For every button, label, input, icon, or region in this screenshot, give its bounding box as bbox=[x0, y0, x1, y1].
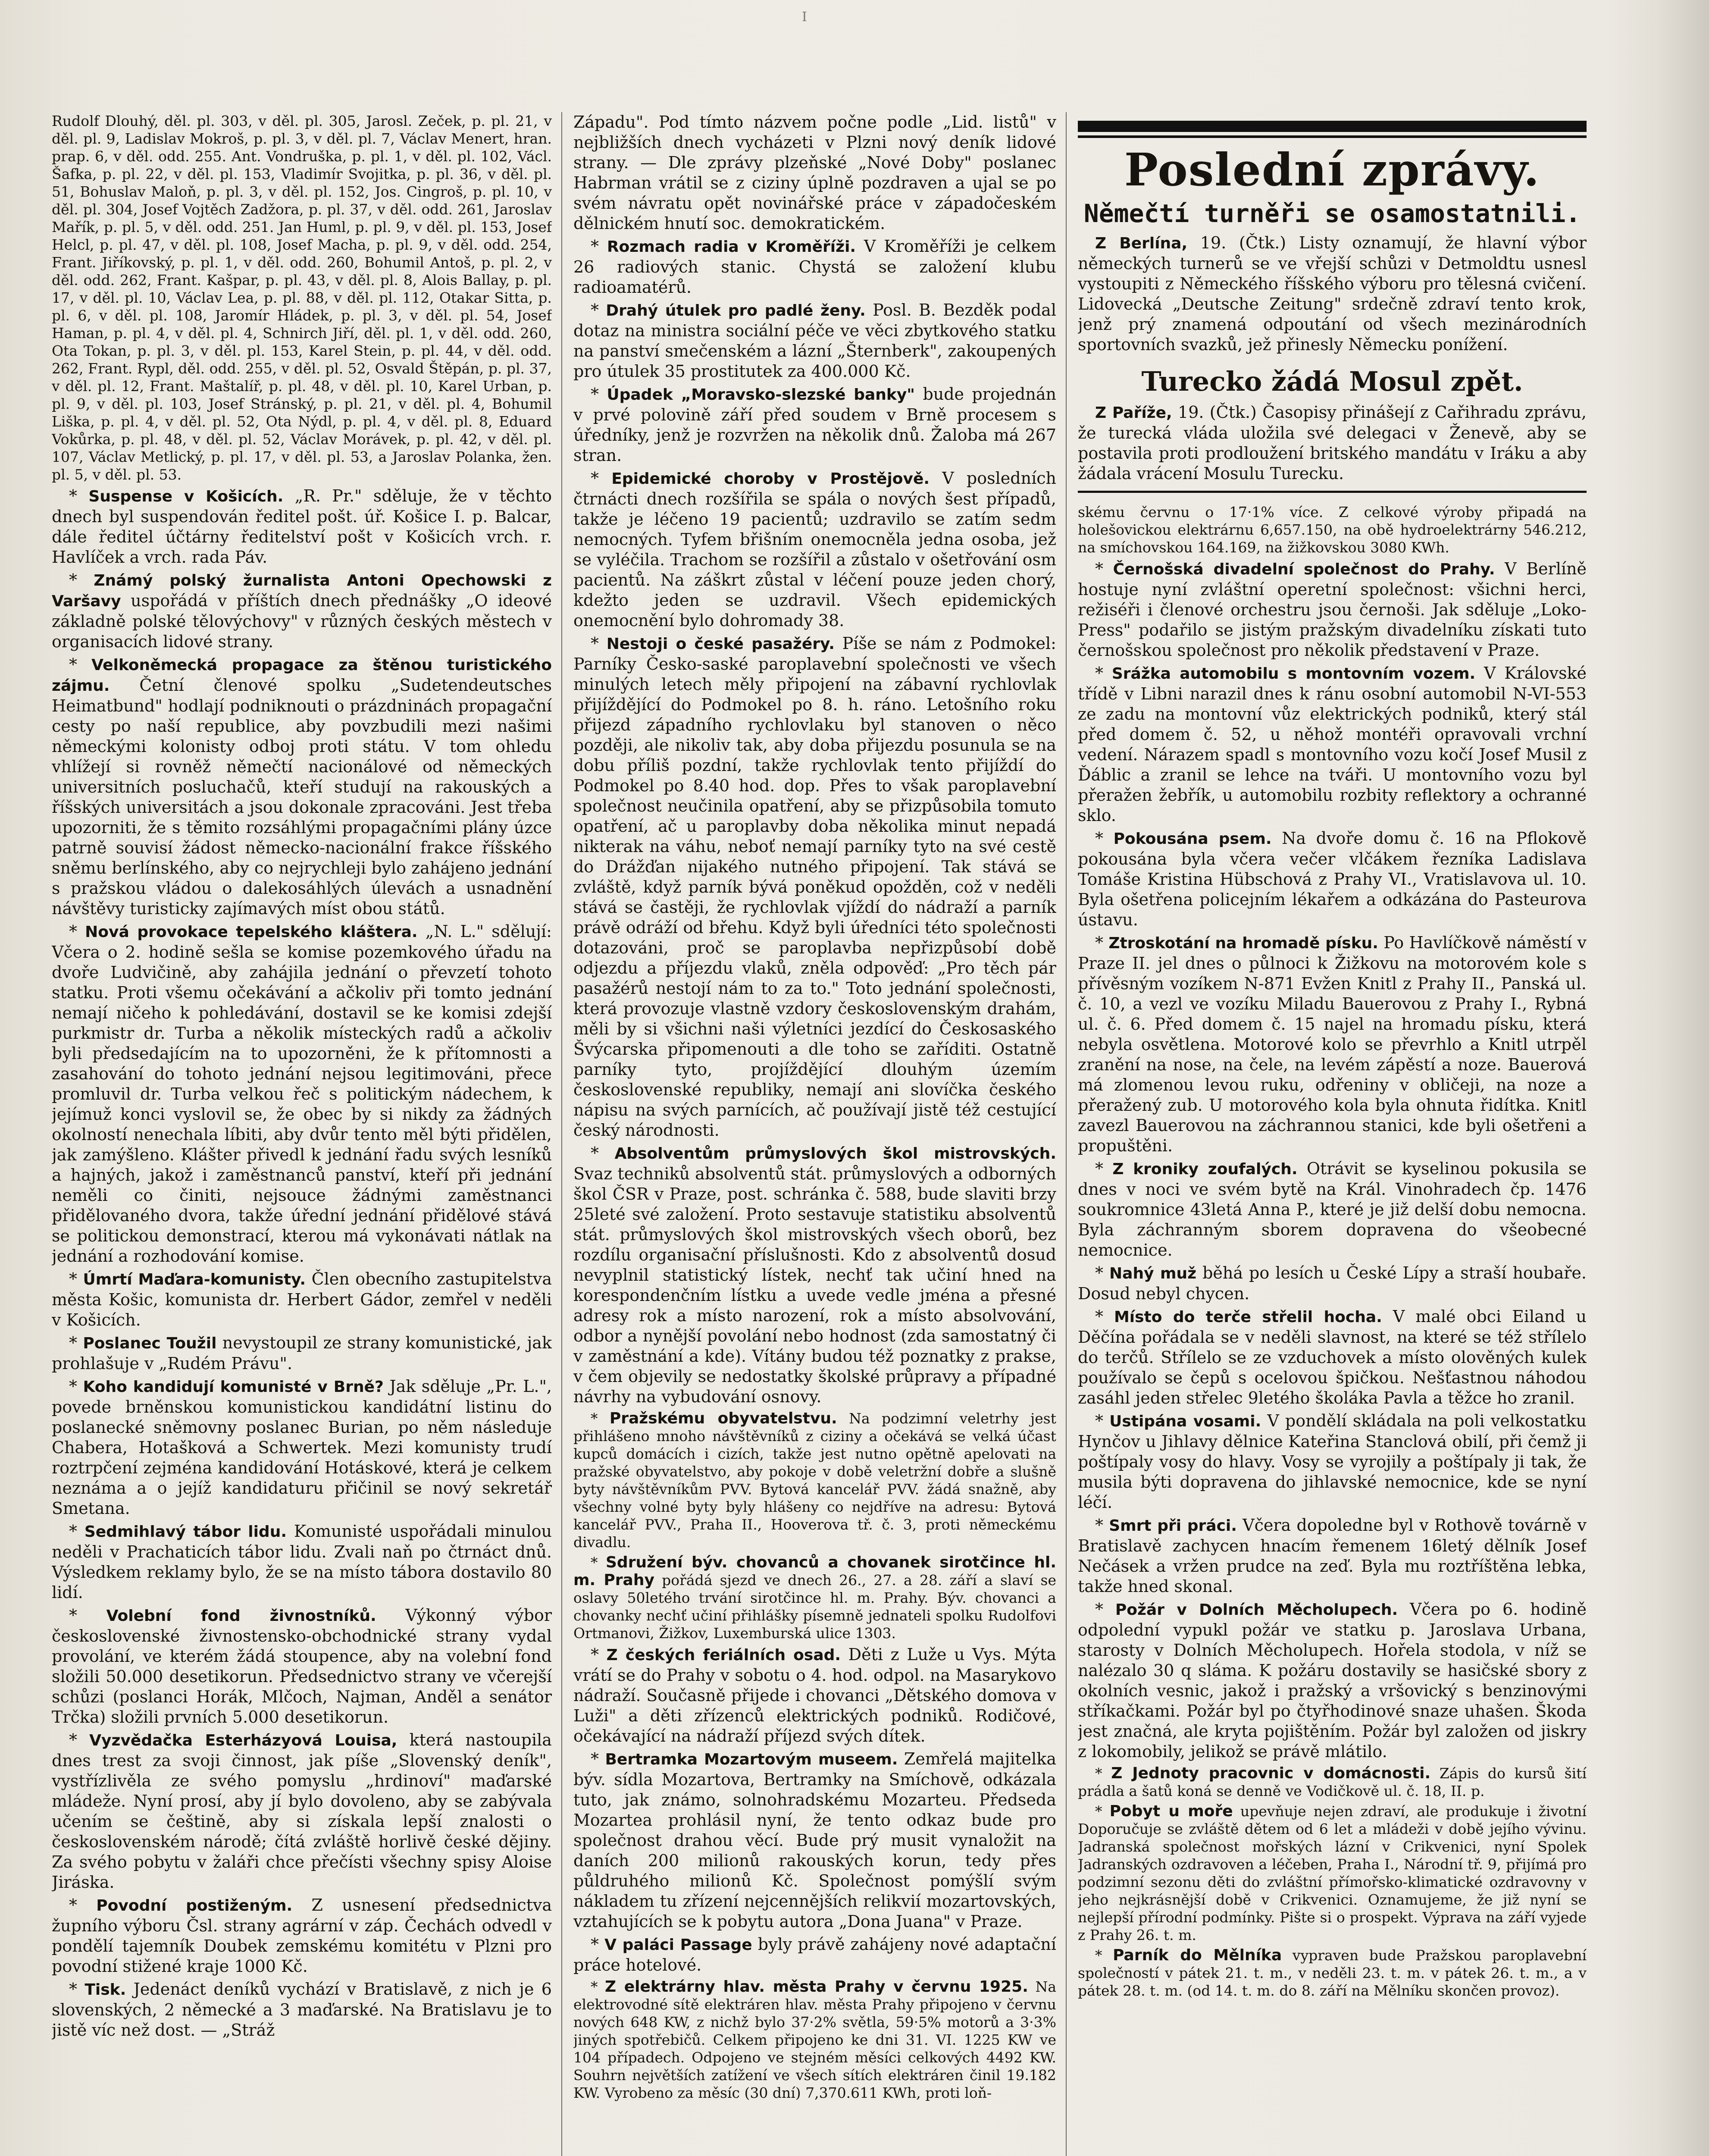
news-item: * Povodní postiženým. Z usnesení předsednictva župního výboru Čsl. strany agrární v záp. Čechách odvedl v pondělí tajemník Doubek zemskému komitétu v Plzni pro povodní stižené kraje 1000 Kč. bbox=[52, 1896, 552, 1976]
news-item-text: V posledních čtrnácti dnech rozšířila se spála o nových šest případů, takže je léčeno 19 pacientů; uzdravilo se zatím sedm nemocných. Tyfem břišním onemocněla jedna osoba, jež se vyléčila. Trachom se rozšířil a zůstalo v ošetřování osm pacientů. Na záškrt zůstal v léčení pouze jeden chorý, kdežto jeden se uzdravil. Všech epidemických onemocnění bylo dohromady 38. bbox=[573, 469, 1056, 630]
news-item-headline: Rozmach radia v Kroměříži. bbox=[607, 238, 856, 256]
news-item: * Suspense v Košicích. „R. Pr." sděluje, že v těchto dnech byl suspendován ředitel pošt. úř. Košice I. p. Balcar, dále ředitel účtárny ředitelství pošt v Košicích vrch. r. Havlíček a vrch. rada Páv. bbox=[52, 486, 552, 567]
news-item-headline: Epidemické choroby v Prostějově. bbox=[611, 470, 930, 488]
dateline: Z Berlína, bbox=[1095, 235, 1188, 252]
news-item-text: V pondělí skládala na poli velkostatku Hynčov u Jihlavy dělnice Kateřina Stanclová obilí, při čemž ji poštípaly vosy do hlavy. Vosy se vyrojily a poštípaly ji tak, že musila býti dopravena do jihlavské nemocnice, kde se nyní léčí. bbox=[1078, 1411, 1587, 1512]
column-left bbox=[52, 112, 552, 2156]
news-item: * Černošská divadelní společnost do Prahy. V Berlíně hostuje nyní zvláštní operetní společnost: všichni herci, režiséři i členové orchestru jsou černoši. Jak sděluje „Loko-Press" podařilo se jistým pražským divadelníku získati tuto černošskou společnost pro několik představení v Praze. bbox=[1078, 559, 1587, 660]
news-item-headline: Suspense v Košicích. bbox=[88, 488, 284, 505]
news-item-text: „N. L." sdělují: Včera o 2. hodině sešla se komise pozemkového úřadu na dvoře Ludvičině, aby zahájila jednání o převzetí tohoto statku. Proti všemu očekávání a ačkoliv při tomto jednání nemají ničeho k pohledávání, dostavil se ke komisi zdejší purkmistr dr. Turba a několik místeckých radů a ačkoliv byli předsedajícím na to upozorněni, že k přítomnosti a zasahování do tohoto jednání nejsou legitimováni, přece promluvil dr. Turba velkou řeč s politickým nádechem, k jejímuž konci vyslovil se, že obec by si nikdy za žádných okolností nenechala líbiti, aby dvůr tento měl býti přidělen, jak zamýšleno. Klášter přivedl k jednání řadu svých lesníků a hajných, jakož i zaměstnanců panství, kteří při jednání neměli co činiti, nejsouce žádnými zaměstnanci přidělovaného dvora, takže úřední jednání přidělové stává se politickou demonstrací, kterou má vykonávati nátlak na jednání a rozhodování komise. bbox=[52, 922, 552, 1266]
news-item: * Pobyt u moře upevňuje nejen zdraví, ale produkuje i životní Doporučuje se zvláště dětem od 6 let a mládeži v době jejího vývinu. Jadranská společnost mořských lázní v Crikvenici, nyní Spolek Jadranských ozdravoven a léčeben, Praha I., Národní tř. 9, přijímá pro podzimní sezonu děti do zvláštní přímořsko-klimatické ozdravovny v jeho nejkrásnější době v Crikvenici. Oznamujeme, že již nyní se nejlepší přírodní podmínky. Pište si o prospekt. Výprava na září vyjede z Prahy 26. t. m. bbox=[1078, 1802, 1587, 1943]
news-item: * Nová provokace tepelského kláštera. „N. L." sdělují: Včera o 2. hodině sešla se komise pozemkového úřadu na dvoře Ludvičině, aby zahájila jednání o převzetí tohoto statku. Proti všemu očekávání a ačkoliv při tomto jednání nemají ničeho k pohledávání, dostavil se ke komisi zdejší purkmistr dr. Turba a několik místeckých radů a ačkoliv byli předsedajícím na to upozorněni, že k přítomnosti a zasahování do tohoto jednání nejsou legitimováni, přece promluvil dr. Turba velkou řeč s politickým nádechem, k jejímuž konci vyslovil se, že obec by si nikdy za žádných okolností nenechala líbiti, aby dvůr tento měl býti přidělen, jak zamýšleno. Klášter přivedl k jednání řadu svých lesníků a hajných, jakož i zaměstnanců panství, kteří při jednání neměli co činiti, nejsouce žádnými zaměstnanci přidělovaného dvora, takže úřední jednání přidělové stává se politickou demonstrací, kterou má vykonávati nátlak na jednání a rozhodování komise. bbox=[52, 922, 552, 1266]
news-item: * Ztroskotání na hromadě písku. Po Havlíčkově náměstí v Praze II. jel dnes o půlnoci k Žižkovu na motorovém kole s přívěsným vozíkem N-871 Evžen Knitl z Prahy II., Panská ul. č. 10, a vezl ve vozíku Miladu Bauerovou z Prahy I., Rybná ul. č. 6. Před domem č. 15 najel na hromadu písku, která nebyla osvětlena. Motorové kolo se převrhlo a Knitl utrpěl zranění na nose, na čele, na levém zápěstí a noze. Bauerová má zlomenou levou ruku, odřeniny v obličeji, na noze a přeražený zub. U motorového kola byla ohnuta řidítka. Knitl zavezl Bauerovou na záchrannou stanici, kde byli ošetřeni a propuštěni. bbox=[1078, 933, 1587, 1155]
article bbox=[1078, 402, 1587, 484]
news-item-headline: Z Jednoty pracovnic v domácnosti. bbox=[1111, 1764, 1431, 1782]
news-item-headline: Absolventům průmyslových škol mistrovských. bbox=[614, 1145, 1056, 1163]
news-item-text: upevňuje nejen zdraví, ale produkuje i životní Doporučuje se zvláště dětem od 6 let a mládeži v době jejího vývinu. Jadranská společnost mořských lázní v Crikvenici, nyní Spolek Jadranských ozdravoven a léčeben, Praha I., Národní tř. 9, přijímá pro podzimní sezonu děti do zvláštní přímořsko-klimatické ozdravovny v jeho nejkrásnější době v Crikvenici. Oznamujeme, že již nyní se nejlepší přírodní podmínky. Pište si o prospekt. Výprava na září vyjede z Prahy 26. t. m. bbox=[1078, 1803, 1587, 1943]
news-item: * Sdružení býv. chovanců a chovanek sirotčince hl. m. Prahy pořádá sjezd ve dnech 26., 27. a 28. září a slaví se oslavy 50letého trvání sirotčince hl. m. Prahy. Býv. chovanci a chovanky nechť učiní přihlášky písemně jednateli spolku Rudolfovi Ortmanovi, Žižkov, Luxemburská ulice 1303. bbox=[573, 1554, 1056, 1642]
news-item: * Známý polský žurnalista Antoni Opechowski z Varšavy uspořádá v příštích dnech přednášky „O ideové základně polské tělovýchovy" v různých českých městech v organisacích lidové strany. bbox=[52, 570, 552, 651]
section-masthead: Poslední zprávy. bbox=[1124, 143, 1540, 196]
news-item-text: která nastoupila dnes trest za svoji činnost, jak píše „Slovenský deník", vystřízlivěla ze svého pomyslu „hrdinoví" maďarské mládeže. Nyní prosí, aby jí bylo dovoleno, aby se zabývala učením se češtině, aby si získala lepší znalosti o československém národě; čítá zvláště horlivě české dějiny. Za svého pobytu v žaláři chce přečísti všechny spisy Aloise Jiráska. bbox=[52, 1730, 552, 1892]
news-item bbox=[573, 112, 1056, 234]
news-item-headline: Koho kandidují komunisté v Brně? bbox=[83, 1378, 384, 1396]
news-item: * Z elektrárny hlav. města Prahy v červnu 1925. Na elektrovodné sítě elektráren hlav. města Prahy připojeno v červnu nových 648 KW, z nichž bylo 37·2% světla, 59·5% motorů a 3·3% jiných spotřebičů. Celkem připojeno ke dni 31. VI. 1225 KW ve 104 případech. Odpojeno ve stejném měsíci celkových 4492 KW. Souhrn největších zatížení ve všech sítích elektráren činil 19.182 KW. Vyrobeno za měsíc (30 dní) 7,370.611 KWh, proti loň- bbox=[573, 1978, 1056, 2101]
news-item-text: Na podzimní veletrhy jest přihlášeno mnoho návštěvníků z ciziny a očekává se velká účast kupců domácích i cizích, takže jest nutno opětně apelovati na pražské obyvatelstvo, aby pokoje v době veletržní dobře a slušně byty návštěvníkům PVV. Bytová kancelář PVV. žádá snažně, aby všechny volné byty byly hlášeny co nejdříve na adresu: Bytová kancelář PVV., Praha II., Hooverova tř. č. 3, proti německému divadlu. bbox=[573, 1410, 1056, 1551]
news-item-text: Po Havlíčkově náměstí v Praze II. jel dnes o půlnoci k Žižkovu na motorovém kole s přívěsným vozíkem N-871 Evžen Knitl z Prahy II., Panská ul. č. 10, a vezl ve vozíku Miladu Bauerovou z Prahy I., Rybná ul. č. 6. Před domem č. 15 najel na hromadu písku, která nebyla osvětlena. Motorové kolo se převrhlo a Knitl utrpěl zranění na nose, na čele, na levém zápěstí a noze. Bauerová má zlomenou levou ruku, odřeniny v obličeji, na noze a přeražený zub. U motorového kola byla ohnuta řidítka. Knitl zavezl Bauerovou na záchrannou stanici, kde byli ošetřeni a propuštěni. bbox=[1078, 933, 1587, 1155]
news-item-headline: Bertramka Mozartovým museem. bbox=[605, 1751, 898, 1768]
news-item-headline: Známý polský žurnalista Antoni Opechowski z Varšavy bbox=[52, 572, 552, 610]
news-item-headline: Nová provokace tepelského kláštera. bbox=[85, 923, 418, 941]
headline: Turecko žádá Mosul zpět. bbox=[1141, 366, 1523, 397]
news-item-headline: Tisk. bbox=[85, 1981, 126, 1999]
news-item: * Z kroniky zoufalých. Otrávit se kyselinou pokusila se dnes v noci ve svém bytě na Král. Vinohradech čp. 1476 soukromnice 43letá Anna P., které je již delší dobu nemocna. Byla záchranným sborem dopravena do všeobecné nemocnice. bbox=[1078, 1159, 1587, 1260]
column-right bbox=[1078, 121, 1587, 2156]
page-mark: Ⅰ bbox=[802, 9, 807, 25]
headline: Němečtí turněři se osamostatnili. bbox=[1083, 199, 1581, 228]
news-item-text: Zápis do kursů šití prádla a šatů koná se denně ve Vodičkově ul. č. 18, II. p. bbox=[1078, 1765, 1587, 1799]
article-text: 19. (Čtk.) Listy oznamují, že hlavní výbor německých turnerů se ve vřejší schůzi v Detmoldtu usnesl vystoupiti z Německého říšského výboru pro tělesná cvičení. Lidovecká „Deutsche Zeitung" srdečně zdraví tento krok, jenž prý znamená odpoutání od všech mezinárodních sportovních svazků, jež přinesly Německu ponížení. bbox=[1078, 233, 1587, 354]
news-item: * Pražskému obyvatelstvu. Na podzimní veletrhy jest přihlášeno mnoho návštěvníků z ciziny a očekává se velká účast kupců domácích i cizích, takže jest nutno opětně apelovati na pražské obyvatelstvo, aby pokoje v době veletržní dobře a slušně byty návštěvníkům PVV. Bytová kancelář PVV. žádá snažně, aby všechny volné byty byly hlášeny co nejdříve na adresu: Bytová kancelář PVV., Praha II., Hooverova tř. č. 3, proti německému divadlu. bbox=[573, 1410, 1056, 1551]
column-divider bbox=[1066, 112, 1067, 2156]
news-item-headline: Parník do Mělníka bbox=[1113, 1946, 1282, 1964]
news-item-text: Zemřelá majitelka býv. sídla Mozartova, Bertramky na Smíchově, odkázala tuto, jak známo, solnohradskému Mozarteu. Předseda Mozartea prohlásil nyní, že tento odkaz bude pro společnost drahou věcí. Bude prý musit vynaložit na daních 200 milionů rakouských korun, tedy přes půldruhého milionů Kč. Společnost pomýšlí svým nákladem tu zřízení nejcennějších relikvií mozartovských, vztahujících se k pobytu autora „Dona Juana" v Praze. bbox=[573, 1749, 1056, 1931]
news-item: * Úpadek „Moravsko-slezské banky" bude projednán v prvé polovině září před soudem v Brně procesem s úředníky, jenž je rozvržen na několik dnů. Žaloba má 267 stran. bbox=[573, 385, 1056, 465]
news-item-text: běhá po lesích u České Lípy a straší houbaře. Dosud nebyl chycen. bbox=[1078, 1263, 1587, 1303]
news-item-text: Člen obecního zastupitelstva města Košic, komunista dr. Herbert Gádor, zemřel v neděli v Košicích. bbox=[52, 1269, 552, 1329]
news-item: * Epidemické choroby v Prostějově. V posledních čtrnácti dnech rozšířila se spála o nových šest případů, takže je léčeno 19 pacientů; uzdravilo se zatím sedm nemocných. Tyfem břišním onemocněla jedna osoba, jež se vyléčila. Trachom se rozšířil a zůstalo v ošetřování osm pacientů. Na záškrt zůstal v léčení pouze jeden chorý, kdežto jeden se uzdravil. Všech epidemických onemocnění bylo dohromady 38. bbox=[573, 469, 1056, 630]
news-item-text: Jedenáct deníků vychází v Bratislavě, z nich je 6 slovenských, 2 německé a 3 maďarské. Na Bratislavu je to jistě víc než dost. — „Stráž bbox=[52, 1980, 552, 2040]
news-item-text: Posl. B. Bezděk podal dotaz na ministra sociální péče ve věci zbytkového statku na panství smečenském a lázní „Šternberk", zakoupených pro útulek 35 prostitutek za 400.000 Kč. bbox=[573, 301, 1056, 381]
news-item-headline: Černošská divadelní společnost do Prahy. bbox=[1113, 561, 1495, 578]
news-item: * Parník do Mělníka vypraven bude Pražskou paroplavební společností v pátek 21. t. m., v neděli 23. t. m. v pátek 26. t. m., a v pátek 28. t. m. (od 14. t. m. do 8. září na Mělníku skončen provoz). bbox=[1078, 1946, 1587, 1999]
news-item-text: nevystoupil ze strany komunistické, jak prohlašuje v „Rudém Právu". bbox=[52, 1333, 552, 1373]
news-item-headline: Sdružení býv. chovanců a chovanek sirotčince hl. m. Prahy bbox=[573, 1554, 1056, 1589]
news-item-text: Píše se nám z Podmokel: Parníky Česko-saské paroplavební společnosti ve všech minulých letech měly připojení na zábavní rychlovlak přijíždějící do Podmokel po 8. h. ráno. Letošního roku přijezd západního rychlovlaku byl stanoven o něco později, ale nikoliv tak, aby doba přijezdu posunula se na dobu příliš pozdní, takže rychlovlak tento přijíždí do Podmokel po 8.40 hod. dop. Přes to však paroplavební společnost neučinila opatření, aby se přizpůsobila tomuto opatření, ač u paroplavby doba několika minut nepadá nikterak na váhu, neboť nemají parníky tyto na své cestě do Drážďan nijakého nutného připojení. Tak stává se zvláště, když parník bývá poněkud opožděn, což v neděli stává se častěji, že rychlovlak vjíždí do nádraží a parník právě odráží od břehu. Když byli úředníci této společnosti dotazováni, proč se paroplavba nepřizpůsobí době odjezdu a příjezdu vlaků, zněla odpověď: „Pro těch pár pasažérů nestojí nám to za to." Toto jednání společnosti, která provozuje vlastně vzdory československým drahám, měli by si všichni naši výletníci jezdící do Českosaského Švýcarska připomenouti a dle toho se zaříditi. Ostatně parníky tyto, projíždějící dlouhým územím československé republiky, nemají ani slovíčka českého nápisu na svých parnících, ač používají jistě též cestující český národnosti. bbox=[573, 634, 1056, 1140]
news-item: * Poslanec Toužil nevystoupil ze strany komunistické, jak prohlašuje v „Rudém Právu". bbox=[52, 1333, 552, 1373]
news-item: * Tisk. Jedenáct deníků vychází v Bratislavě, z nich je 6 slovenských, 2 německé a 3 maďarské. Na Bratislavu je to jistě víc než dost. — „Stráž bbox=[52, 1980, 552, 2040]
news-item-headline: Pražskému obyvatelstvu. bbox=[609, 1410, 837, 1427]
news-item: * Absolventům průmyslových škol mistrovských. Svaz techniků absolventů stát. průmyslových a odborných škol ČSR v Praze, post. schránka č. 588, bude slaviti brzy 25leté své založení. Proto sestavuje statistiku absolventů stát. průmyslových škol mistrovských všech oborů, bez rozdílu organisační příslušnosti. Kdo z absolventů dosud nevyplnil statistický lístek, nechť tak učiní hned na korespondenčním lístku a uvede vedle jména a přesné adresy rok a místo narození, rok a místo absolvování, odbor a nynější povolání nebo hodnost (zda samostatný či v zaměstnání a kde). Vítány budou též poznatky z prakse, v čem objevily se nedostatky školské průpravy a případné návrhy na vybudování osnovy. bbox=[573, 1144, 1056, 1406]
news-item-headline: Z českých feriálních osad. bbox=[606, 1646, 841, 1664]
news-item-headline: Velkoněmecká propagace za štěnou turistického zájmu. bbox=[52, 656, 552, 695]
news-item-text: Svaz techniků absolventů stát. průmyslových a odborných škol ČSR v Praze, post. schránka č. 588, bude slaviti brzy 25leté své založení. Proto sestavuje statistiku absolventů stát. průmyslových škol mistrovských všech oborů, bez rozdílu organisační příslušnosti. Kdo z absolventů dosud nevyplnil statistický lístek, nechť tak učiní hned na korespondenčním lístku a uvede vedle jména a přesné adresy rok a místo narození, rok a místo absolvování, odbor a nynější povolání nebo hodnost (zda samostatný či v zaměstnání a kde). Vítány budou též poznatky z prakse, v čem objevily se nedostatky školské průpravy a případné návrhy na vybudování osnovy. bbox=[573, 1164, 1056, 1406]
news-item-headline: Poslanec Toužil bbox=[83, 1335, 217, 1352]
news-item: * Srážka automobilu s montovním vozem. V Královské třídě v Libni narazil dnes k ránu osobní automobil N-VI-553 ze zadu na montovní vůz elektrických podniků, který stál před domem č. 52, u něhož montéři opravovali vrchní vedení. Nárazem spadl s montovního vozu kočí Josef Musil z Ďáblic a zranil se lehce na tváři. U montovního vozu byl přeražen žebřík, u automobilu rozbity reflektory a ochranné sklo. bbox=[1078, 664, 1587, 825]
news-item: * Nahý muž běhá po lesích u České Lípy a straší houbaře. Dosud nebyl chycen. bbox=[1078, 1263, 1587, 1303]
news-item-text: „R. Pr." sděluje, že v těchto dnech byl suspendován ředitel pošt. úř. Košice I. p. Balcar, dále ředitel účtárny ředitelství pošt v Košicích vrch. r. Havlíček a vrch. rada Páv. bbox=[52, 486, 552, 567]
news-item: * Koho kandidují komunisté v Brně? Jak sděluje „Pr. L.", povede brněnskou komunistickou kandidátní listinu do poslanecké sněmovny poslanec Burian, po něm následuje Chabera, Hotašková a Schwertek. Mezi komunisty trudí roztrpčení zejména kandidování Hotáskové, která je celkem neznáma a o jejíž kandidaturu přičinil se nový sekretář Smetana. bbox=[52, 1377, 552, 1518]
news-item-text: Na elektrovodné sítě elektráren hlav. města Prahy připojeno v červnu nových 648 KW, z nichž bylo 37·2% světla, 59·5% motorů a 3·3% jiných spotřebičů. Celkem připojeno ke dni 31. VI. 1225 KW ve 104 případech. Odpojeno ve stejném měsíci celkových 4492 KW. Souhrn největších zatížení ve všech sítích elektráren činil 19.182 KW. Vyrobeno za měsíc (30 dní) 7,370.611 KWh, proti loň- bbox=[573, 1978, 1056, 2101]
news-item: * Volební fond živnostníků. Výkonný výbor československé živnostensko-obchodnické strany vydal provolání, ve kterém žádá stoupence, aby na volební fond složili 50.000 desetikorun. Předsednictvo strany ve včerejší schůzi (poslanci Horák, Mlčoch, Najman, Anděl a senátor Trčka) složili prvních 5.000 desetikorun. bbox=[52, 1606, 552, 1727]
news-item-text: vypraven bude Pražskou paroplavební společností v pátek 21. t. m., v neděli 23. t. m. v pátek 26. t. m., a v pátek 28. t. m. (od 14. t. m. do 8. září na Mělníku skončen provoz). bbox=[1078, 1947, 1587, 1999]
news-item-headline: Smrt při práci. bbox=[1109, 1517, 1237, 1535]
news-item-text: Jak sděluje „Pr. L.", povede brněnskou komunistickou kandidátní listinu do poslanecké sněmovny poslanec Burian, po něm následuje Chabera, Hotašková a Schwertek. Mezi komunisty trudí roztrpčení zejména kandidování Hotáskové, která je celkem neznáma a o jejíž kandidaturu přičinil se nový sekretář Smetana. bbox=[52, 1377, 552, 1518]
news-item-text: skému červnu o 17·1% více. Z celkové výroby připadá na holešovickou elektrárnu 6,657.150, na obě hydroelektrárny 546.212, na smíchovskou 164.169, na žižkovskou 3080 KWh. bbox=[1078, 504, 1587, 556]
article-text: 19. (Čtk.) Časopisy přinášejí z Cařihradu zprávu, že turecká vláda uložila své delegaci v Ženevě, aby se postavila proti prodloužení britského mandátu v Iráku a aby žádala vrácení Mosulu Turecku. bbox=[1078, 403, 1587, 483]
news-item-text: Západu". Pod tímto názvem počne podle „Lid. listů" v nejbližších dnech vycházeti v Plzni nový deník lidové strany. — Dle zprávy plzeňské „Nové Doby" poslanec Habrman vrátil se z ciziny úplně pozdraven a ujal se po svém návratu opět novinářské práce v západočeském dělnickém hnutí soc. demokratickém. bbox=[573, 113, 1056, 233]
news-item: * V paláci Passage byly právě zahájeny nové adaptační práce hotelové. bbox=[573, 1935, 1056, 1974]
news-item-text: Na dvoře domu č. 16 na Pflokově pokousána byla včera večer vlčákem řezníka Ladislava Tomáše Kristina Hübschová z Prahy VI., Vratislavova ul. 10. Byla ošetřena policejním lékařem a odkázána do Pasteurova ústavu. bbox=[1078, 829, 1587, 929]
news-item-text: Včera dopoledne byl v Rothově továrně v Bratislavě zachycen hnacím řemenem 16letý dělník Josef Nečásek a vržen prudce na zeď. Byla mu roztříštěna lebka, takže hned skonal. bbox=[1078, 1516, 1587, 1596]
news-item-text: Včera po 6. hodině odpolední vypukl požár ve statku p. Jaroslava Urbana, starosty v Dolních Měcholupech. Hořela stodola, v níž se nalézalo 30 q sláma. K požáru dostavily se hasičské sbory z okolních vesnic, jakož i pražský a vršovický s benzinovými stříkačkami. Požár byl po čtyřhodinové snaze uhašen. Škoda jest značná, ale kryta pojištěním. Požár byl založen od jiskry z lokomobily, jelikož se právě mlátilo. bbox=[1078, 1600, 1587, 1761]
news-item bbox=[52, 112, 552, 483]
news-item: * Z Jednoty pracovnic v domácnosti. Zápis do kursů šití prádla a šatů koná se denně ve Vodičkově ul. č. 18, II. p. bbox=[1078, 1764, 1587, 1799]
news-item: * Místo do terče střelil hocha. V malé obci Eiland u Děčína pořádala se v neděli slavnost, na které se též střílelo do terčů. Střílelo se ze vzduchovek a místo olověných kulek používalo se čepů s ocelovou špičkou. Nešťastnou náhodou zasáhl jeden střelec 9letého školáka Pavla a těžce ho zranil. bbox=[1078, 1307, 1587, 1407]
news-item: * Drahý útulek pro padlé ženy. Posl. B. Bezděk podal dotaz na ministra sociální péče ve věci zbytkového statku na panství smečenském a lázní „Šternberk", zakoupených pro útulek 35 prostitutek za 400.000 Kč. bbox=[573, 301, 1056, 381]
news-item-text: bude projednán v prvé polovině září před soudem v Brně procesem s úředníky, jenž je rozvržen na několik dnů. Žaloba má 267 stran. bbox=[573, 385, 1056, 465]
news-item-headline: Z kroniky zoufalých. bbox=[1112, 1160, 1298, 1178]
news-item-text: V malé obci Eiland u Děčína pořádala se v neděli slavnost, na které se též střílelo do terčů. Střílelo se ze vzduchovek a místo olověných kulek používalo se čepů s ocelovou špičkou. Nešťastnou náhodou zasáhl jeden střelec 9letého školáka Pavla a těžce ho zranil. bbox=[1078, 1307, 1587, 1407]
column-divider bbox=[561, 112, 562, 2156]
news-item-text: Otrávit se kyselinou pokusila se dnes v noci ve svém bytě na Král. Vinohradech čp. 1476 soukromnice 43letá Anna P., které je již delší dobu nemocna. Byla záchranným sborem dopravena do všeobecné nemocnice. bbox=[1078, 1159, 1587, 1260]
news-item: * Úmrtí Maďara-komunisty. Člen obecního zastupitelstva města Košic, komunista dr. Herbert Gádor, zemřel v neděli v Košicích. bbox=[52, 1269, 552, 1329]
column-right-items bbox=[1078, 503, 1587, 1999]
news-item-text: Komunisté uspořádali minulou neděli v Prachaticích tábor lidu. Zvali naň po čtrnáct dnů. Výsledkem reklamy bylo, že se na místo tábora dostavilo 80 lidí. bbox=[52, 1522, 552, 1602]
news-item-text: uspořádá v příštích dnech přednášky „O ideové základně polské tělovýchovy" v různých českých městech v organisacích lidové strany. bbox=[52, 591, 552, 651]
news-item: * Velkoněmecká propagace za štěnou turistického zájmu. Četní členové spolku „Sudetendeutsches Heimatbund" hodlají podniknouti o prázdninách propagační cesty po naší republice, aby povzbudili mezi našimi německými kolonisty odboj proti státu. V tom ohledu vhlížejí si rovněž němečtí nacionálové od německých universitních posluchačů, kteří studují na rakouských a říšských universitách a jsou dokonale zpracováni. Jest třeba upozorniti, že s těmito rozsáhlými propagačními plány úzce patrně souvisí žádost německo-nacionální frakce říšského sněmu berlínského, aby co nejrychleji bylo zahájeno jednání s pražskou vládou o dalekosáhlých úlevách a usnadnění návštěvy turisticky zajímavých míst obou států. bbox=[52, 655, 552, 918]
news-item-text: byly právě zahájeny nové adaptační práce hotelové. bbox=[573, 1935, 1056, 1974]
news-item-headline: Ztroskotání na hromadě písku. bbox=[1108, 934, 1378, 952]
news-item-headline: Z elektrárny hlav. města Prahy v červnu 1925. bbox=[605, 1978, 1028, 1996]
news-item-text: Četní členové spolku „Sudetendeutsches Heimatbund" hodlají podniknouti o prázdninách propagační cesty po naší republice, aby povzbudili mezi našimi německými kolonisty odboj proti státu. V tom ohledu vhlížejí si rovněž němečtí nacionálové od německých universitních posluchačů, kteří studují na rakouských a říšských universitách a jsou dokonale zpracováni. Jest třeba upozorniti, že s těmito rozsáhlými propagačními plány úzce patrně souvisí žádost německo-nacionální frakce říšského sněmu berlínského, aby co nejrychleji bylo zahájeno jednání s pražskou vládou o dalekosáhlých úlevách a usnadnění návštěvy turisticky zajímavých míst obou států. bbox=[52, 676, 552, 918]
column-middle bbox=[573, 112, 1056, 2156]
news-item-headline: Volební fond živnostníků. bbox=[106, 1607, 376, 1625]
masthead-rule bbox=[1078, 135, 1587, 138]
news-item-text: Z usnesení předsednictva župního výboru Čsl. strany agrární v záp. Čechách odvedl v pondělí tajemník Doubek zemskému komitétu v Plzni pro povodní stižené kraje 1000 Kč. bbox=[52, 1896, 552, 1976]
news-item-headline: Požár v Dolních Měcholupech. bbox=[1115, 1601, 1398, 1619]
news-item-text: Výkonný výbor československé živnostensko-obchodnické strany vydal provolání, ve kterém žádá stoupence, aby na volební fond složili 50.000 desetikorun. Předsednictvo strany ve včerejší schůzi (poslanci Horák, Mlčoch, Najman, Anděl a senátor Trčka) složili prvních 5.000 desetikorun. bbox=[52, 1606, 552, 1727]
news-item-headline: Nestoji o české pasažéry. bbox=[606, 635, 835, 653]
latest-news-box bbox=[1078, 121, 1587, 493]
news-item: * Sedmihlavý tábor lidu. Komunisté uspořádali minulou neděli v Prachaticích tábor lidu. Zvali naň po čtrnáct dnů. Výsledkem reklamy bylo, že se na místo tábora dostavilo 80 lidí. bbox=[52, 1522, 552, 1602]
news-item-headline: Srážka automobilu s montovním vozem. bbox=[1111, 665, 1476, 683]
news-item: * Vyzvědačka Esterházyová Louisa, která nastoupila dnes trest za svoji činnost, jak píše „Slovenský deník", vystřízlivěla ze svého pomyslu „hrdinoví" maďarské mládeže. Nyní prosí, aby jí bylo dovoleno, aby se zabývala učením se češtině, aby si získala lepší znalosti o československém národě; čítá zvláště horlivě české dějiny. Za svého pobytu v žaláři chce přečísti všechny spisy Aloise Jiráska. bbox=[52, 1730, 552, 1892]
news-item bbox=[1078, 503, 1587, 556]
news-item-headline: Sedmihlavý tábor lidu. bbox=[84, 1523, 287, 1541]
news-item-headline: Ustipána vosami. bbox=[1109, 1413, 1261, 1430]
news-item-headline: Vyzvědačka Esterházyová Louisa, bbox=[89, 1732, 398, 1749]
news-item: * Požár v Dolních Měcholupech. Včera po 6. hodině odpolední vypukl požár ve statku p. Jaroslava Urbana, starosty v Dolních Měcholupech. Hořela stodola, v níž se nalézalo 30 q sláma. K požáru dostavily se hasičské sbory z okolních vesnic, jakož i pražský a vršovický s benzinovými stříkačkami. Požár byl po čtyřhodinové snaze uhašen. Škoda jest značná, ale kryta pojištěním. Požár byl založen od jiskry z lokomobily, jelikož se právě mlátilo. bbox=[1078, 1600, 1587, 1761]
news-item-headline: Povodní postiženým. bbox=[96, 1897, 293, 1915]
news-item: * Ustipána vosami. V pondělí skládala na poli velkostatku Hynčov u Jihlavy dělnice Kateřina Stanclová obilí, při čemž ji poštípaly vosy do hlavy. Vosy se vyrojily a poštípaly ji tak, že musila býti dopravena do jihlavské nemocnice, kde se nyní léčí. bbox=[1078, 1411, 1587, 1512]
news-item-headline: Místo do terče střelil hocha. bbox=[1114, 1308, 1382, 1326]
news-item-text: Rudolf Dlouhý, děl. pl. 303, v děl. pl. 305, Jarosl. Zeček, p. pl. 21, v děl. pl. 9, Ladislav Mokroš, p. pl. 3, v děl. pl. 7, Václav Menert, hran. prap. 6, v děl. odd. 255. Ant. Vondruška, p. pl. 1, v děl. pl. 102, Václ. Šafka, p. pl. 22, v děl. pl. 153, Vladimír Svojitka, p. pl. 36, v děl. pl. 51, Bohuslav Maloň, p. pl. 3, v děl. pl. 152, Jos. Cingroš, p. pl. 10, v děl. pl. 304, Josef Vojtěch Zadžora, p. pl. 37, v děl. odd. 261, Jaroslav Mařík, p. pl. 5, v děl. odd. 251. Jan Huml, p. pl. 9, v děl. pl. 153, Josef Helcl, p. pl. 47, v děl. pl. 108, Josef Macha, p. pl. 9, v děl. odd. 254, Frant. Jiříkovský, p. pl. 1, v děl. odd. 260, Bohumil Antoš, p. pl. 2, v děl. odd. 262, Frant. Kašpar, p. pl. 43, v děl. pl. 8, Alois Ballay, p. pl. 17, v děl. pl. 10, Václav Lea, p. pl. 88, v děl. pl. 112, Otakar Sitta, p. pl. 6, v děl. pl. 108, Jaromír Hládek, p. pl. 3, v děl. pl. 54, Josef Haman, p. pl. 4, v děl. pl. 4, Schnirch Jiří, děl. pl. 1, v děl. odd. 260, Ota Tokan, p. pl. 3, v děl. pl. 153, Karel Stein, p. pl. 44, v děl. odd. 262, Frant. Rypl, děl. odd. 255, v děl. pl. 52, Osvald Štěpán, p. pl. 37, v děl. pl. 12, Frant. Maštalíř, p. pl. 48, v děl. pl. 10, Karel Urban, p. pl. 9, v děl. pl. 103, Josef Stránský, p. pl. 21, v děl. pl. 4, Bohumil Liška, p. pl. 4, v děl. pl. 52, Ota Nýdl, p. pl. 4, v děl. pl. 8, Eduard Vokůrka, p. pl. 48, v děl. pl. 52, Václav Morávek, p. pl. 42, v děl. pl. 107, Václav Metlický, p. pl. 17, v děl. pl. 53, a Jaroslav Polanka, žen. pl. 5, v děl. pl. 53. bbox=[52, 113, 552, 483]
news-item-text: V Královské třídě v Libni narazil dnes k ránu osobní automobil N-VI-553 ze zadu na montovní vůz elektrických podniků, který stál před domem č. 52, u něhož montéři opravovali vrchní vedení. Nárazem spadl s montovního vozu kočí Josef Musil z Ďáblic a zranil se lehce na tváři. U montovního vozu byl přeražen žebřík, u automobilu rozbity reflektory a ochranné sklo. bbox=[1078, 664, 1587, 825]
news-item-headline: Nahý muž bbox=[1109, 1265, 1197, 1282]
news-item-text: Děti z Luže u Vys. Mýta vrátí se do Prahy v sobotu o 4. hod. odpol. na Masarykovo nádraží. Současně přijede i chovanci „Dětského domova v Luži" a děti zřízenců elektrických podniků. Rodičové, očekávající na nádraží příjezd svých dítek. bbox=[573, 1645, 1056, 1745]
news-item: * Nestoji o české pasažéry. Píše se nám z Podmokel: Parníky Česko-saské paroplavební společnosti ve všech minulých letech měly připojení na zábavní rychlovlak přijíždějící do Podmokel po 8. h. ráno. Letošního roku přijezd západního rychlovlaku byl stanoven o něco později, ale nikoliv tak, aby doba přijezdu posunula se na dobu příliš pozdní, takže rychlovlak tento přijíždí do Podmokel po 8.40 hod. dop. Přes to však paroplavební společnost neučinila opatření, aby se přizpůsobila tomuto opatření, ač u paroplavby doba několika minut nepadá nikterak na váhu, neboť nemají parníky tyto na své cestě do Drážďan nijakého nutného připojení. Tak stává se zvláště, když parník bývá poněkud opožděn, což v neděli stává se častěji, že rychlovlak vjíždí do nádraží a parník právě odráží od břehu. Když byli úředníci této společnosti dotazováni, proč se paroplavba nepřizpůsobí době odjezdu a příjezdu vlaků, zněla odpověď: „Pro těch pár pasažérů nestojí nám to za to." Toto jednání společnosti, která provozuje vlastně vzdory československým drahám, měli by si všichni naši výletníci jezdící do Českosaského Švýcarska připomenouti a dle toho se zaříditi. Ostatně parníky tyto, projíždějící dlouhým územím československé republiky, nemají ani slovíčka českého nápisu na svých parnících, ač používají jistě též cestující český národnosti. bbox=[573, 634, 1056, 1140]
masthead-rule bbox=[1078, 121, 1587, 132]
news-item: * Rozmach radia v Kroměříži. V Kroměříži je celkem 26 radiových stanic. Chystá se založení klubu radioamatérů. bbox=[573, 237, 1056, 297]
news-item-headline: V paláci Passage bbox=[604, 1936, 752, 1954]
news-item-headline: Úpadek „Moravsko-slezské banky" bbox=[607, 386, 915, 404]
article bbox=[1078, 233, 1587, 355]
page-edge-shadow bbox=[1657, 0, 1709, 2156]
news-item-headline: Drahý útulek pro padlé ženy. bbox=[606, 302, 866, 320]
news-item-text: V Kroměříži je celkem 26 radiových stanic. Chystá se založení klubu radioamatérů. bbox=[573, 237, 1056, 297]
dateline: Z Paříže, bbox=[1095, 404, 1172, 422]
news-item-text: pořádá sjezd ve dnech 26., 27. a 28. září a slaví se oslavy 50letého trvání sirotčince hl. m. Prahy. Býv. chovanci a chovanky nechť učiní přihlášky písemně jednateli spolku Rudolfovi Ortmanovi, Žižkov, Luxemburská ulice 1303. bbox=[573, 1572, 1056, 1642]
news-item: * Smrt při práci. Včera dopoledne byl v Rothově továrně v Bratislavě zachycen hnacím řemenem 16letý dělník Josef Nečásek a vržen prudce na zeď. Byla mu roztříštěna lebka, takže hned skonal. bbox=[1078, 1516, 1587, 1596]
news-item-headline: Pobyt u moře bbox=[1109, 1802, 1233, 1820]
news-item: * Z českých feriálních osad. Děti z Luže u Vys. Mýta vrátí se do Prahy v sobotu o 4. hod. odpol. na Masarykovo nádraží. Současně přijede i chovanci „Dětského domova v Luži" a děti zřízenců elektrických podniků. Rodičové, očekávající na nádraží příjezd svých dítek. bbox=[573, 1645, 1056, 1745]
news-item-text: V Berlíně hostuje nyní zvláštní operetní společnost: všichni herci, režiséři i členové orchestru jsou černoši. Jak sděluje „Loko-Press" podařilo se jistým pražským divadelníku získati tuto černošskou společnost pro několik představení v Praze. bbox=[1078, 559, 1587, 660]
news-item-headline: Úmrtí Maďara-komunisty. bbox=[83, 1271, 306, 1288]
news-item-headline: Pokousána psem. bbox=[1113, 830, 1272, 848]
news-item: * Pokousána psem. Na dvoře domu č. 16 na Pflokově pokousána byla včera večer vlčákem řezníka Ladislava Tomáše Kristina Hübschová z Prahy VI., Vratislavova ul. 10. Byla ošetřena policejním lékařem a odkázána do Pasteurova ústavu. bbox=[1078, 829, 1587, 929]
news-item: * Bertramka Mozartovým museem. Zemřelá majitelka býv. sídla Mozartova, Bertramky na Smíchově, odkázala tuto, jak známo, solnohradskému Mozarteu. Předseda Mozartea prohlásil nyní, že tento odkaz bude pro společnost drahou věcí. Bude prý musit vynaložit na daních 200 milionů rakouských korun, tedy přes půldruhého milionů Kč. Společnost pomýšlí svým nákladem tu zřízení nejcennějších relikvií mozartovských, vztahujících se k pobytu autora „Dona Juana" v Praze. bbox=[573, 1749, 1056, 1931]
